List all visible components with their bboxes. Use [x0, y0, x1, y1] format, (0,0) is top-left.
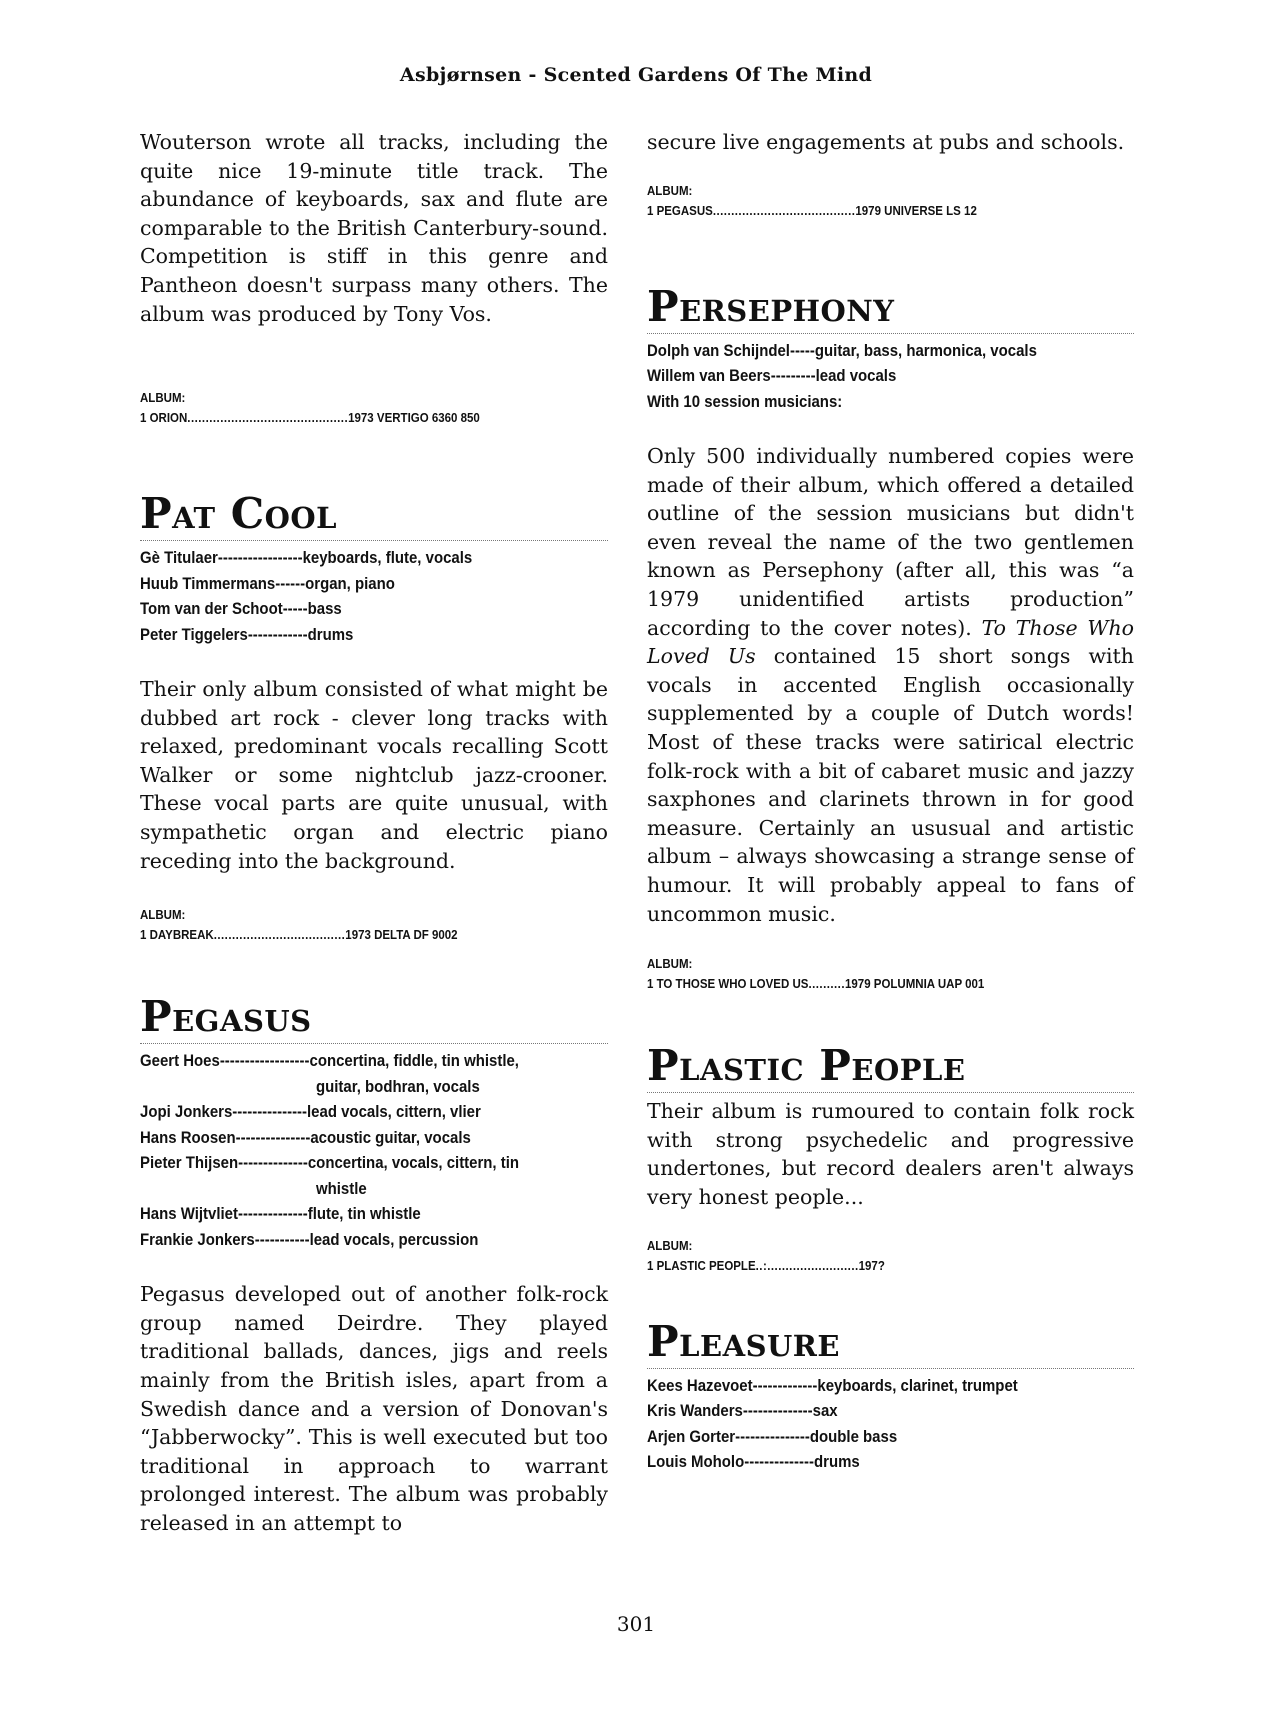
lineup — [140, 545, 552, 647]
album-release-info: 1979 POLUMNIA UAP 001 — [845, 977, 985, 992]
member-instruments: drums — [813, 1452, 860, 1472]
member-name: Hans Roosen — [140, 1127, 236, 1147]
member-instruments: lead vocals, cittern, vlier — [307, 1102, 481, 1122]
pegasus-album — [647, 181, 1095, 221]
album-label: ALBUM: — [140, 391, 186, 405]
pegasus-paragraph-part-1: Pegasus developed out of another folk-rock group named Deirdre. They played traditional ballads, dances, jigs and reels mainly from the British isles, apart from a Swedish dance and a version of Donovan's “Jabberwocky”. This is well executed but too traditional in approach to warrant prolonged interest. The album was probably released in an attempt to — [140, 1282, 608, 1535]
plastic-people-section — [647, 1041, 1134, 1093]
member-name: Frankie Jonkers — [140, 1229, 255, 1249]
lineup-row — [140, 1150, 552, 1176]
lineup-row — [140, 1125, 552, 1151]
member-instruments: lead vocals — [815, 366, 897, 386]
member-name: Tom van der Schoot — [140, 599, 283, 618]
persephony-album — [647, 954, 1095, 994]
member-name: Hans Wijtvliet — [140, 1204, 238, 1224]
album-leader-dots: ..:......................... — [755, 1258, 859, 1273]
album-leader-dots: .......... — [808, 977, 846, 992]
member-name: Huub Timmermans — [140, 573, 276, 593]
member-instruments: sax — [812, 1401, 838, 1421]
lineup-row — [647, 1424, 1076, 1450]
pegasus-section — [140, 992, 608, 1252]
lineup-continuation: whistle — [316, 1178, 367, 1198]
leader-dashes: ----------------- — [217, 548, 303, 567]
member-name: Jopi Jonkers — [140, 1102, 233, 1122]
pleasure-section — [647, 1316, 1134, 1475]
album-leader-dots: ............................................ — [187, 411, 349, 425]
lineup — [647, 1373, 1076, 1475]
member-name: Louis Moholo — [647, 1452, 745, 1472]
leader-dashes: --------------- — [232, 1102, 308, 1122]
leader-dashes: --------------- — [735, 1426, 810, 1446]
persephony-section — [647, 281, 1134, 415]
member-instruments: concertina, vocals, cittern, tin — [307, 1153, 520, 1173]
album-title-italic: To Those Who Loved Us — [647, 615, 1134, 669]
album-title: 1 PEGASUS — [647, 203, 713, 218]
lineup — [140, 1048, 552, 1252]
pegasus-paragraph-part-2: secure live engagements at pubs and schools. — [647, 130, 1125, 154]
pat-cool-album — [140, 905, 571, 945]
leader-dashes: ----- — [789, 340, 815, 360]
band-title: Pleasure — [647, 1316, 841, 1366]
lineup-row — [647, 363, 1076, 389]
album-label: ALBUM: — [140, 908, 186, 923]
leader-dashes: -------------- — [744, 1452, 814, 1472]
lineup-row — [140, 622, 552, 648]
leader-dashes: --------- — [770, 366, 816, 386]
persephony-paragraph — [647, 442, 1134, 928]
leader-dashes: ----- — [282, 599, 308, 618]
member-name: Peter Tiggelers — [140, 624, 248, 644]
persephony-text-body: contained 15 short songs with vocals in accented English occasionally supplemented by a couple of Dutch words! Most of these tracks were satirical electric folk-rock with a bit of cabaret music and jazzy saxphones and clarinets thrown in for good measure. Certainly an ususual and artistic album – always showcasing a strange sense of humour. It will probably appeal to fans of uncommon music. — [647, 644, 1134, 926]
pat-cool-section — [140, 489, 608, 647]
album-release-info: 1973 VERTIGO 6360 850 — [348, 411, 480, 425]
pat-cool-paragraph: Their only album consisted of what might be dubbed art rock - clever long tracks with relaxed, predominant vocals recalling Scott Walker or some nightclub jazz-crooner. These vocal parts are quite unusual, with sympathetic organ and electric piano receding into the background. — [140, 677, 608, 873]
member-instruments: organ, piano — [305, 573, 395, 593]
lineup-row — [647, 1373, 1076, 1399]
lineup-row — [140, 545, 552, 571]
lineup-row — [140, 1099, 552, 1125]
album-title: 1 TO THOSE WHO LOVED US — [647, 977, 809, 992]
member-name: Arjen Gorter — [647, 1426, 736, 1446]
leader-dashes: ------------------ — [219, 1051, 310, 1071]
pantheon-album — [140, 388, 571, 428]
band-title: Pat Cool — [140, 489, 338, 538]
album-label: ALBUM: — [647, 1238, 693, 1253]
album-release-info: 197? — [858, 1258, 885, 1273]
leader-dashes: ------------ — [247, 624, 308, 644]
member-instruments: guitar, bass, harmonica, vocals — [814, 340, 1037, 360]
lineup-row — [647, 1449, 1076, 1475]
plastic-people-paragraph: Their album is rumoured to contain folk rock with strong psychedelic and progressive undertones, but record dealers aren't always very honest people... — [647, 1099, 1134, 1209]
album-label: ALBUM: — [647, 183, 693, 198]
member-instruments: keyboards, clarinet, trumpet — [817, 1375, 1018, 1395]
leader-dashes: ------ — [275, 573, 306, 593]
lineup-row — [140, 571, 552, 597]
member-name: Willem van Beers — [647, 366, 771, 386]
member-instruments: concertina, fiddle, tin whistle, — [309, 1051, 519, 1071]
leader-dashes: --------------- — [235, 1127, 311, 1147]
member-instruments: bass — [307, 599, 342, 618]
right-column — [647, 128, 1134, 1475]
lineup — [647, 338, 1076, 415]
album-label: ALBUM: — [647, 957, 693, 972]
lineup-row — [647, 338, 1076, 364]
member-name: Kees Hazevoet — [647, 1375, 753, 1395]
lineup-row — [140, 1227, 552, 1253]
lineup-row — [140, 1201, 552, 1227]
album-leader-dots: .................................... — [213, 928, 346, 943]
leader-dashes: -------------- — [238, 1153, 308, 1173]
album-title: 1 ORION — [140, 411, 188, 425]
lineup-row — [140, 596, 552, 622]
member-name: Gè Titulaer — [140, 548, 218, 567]
member-name: Pieter Thijsen — [140, 1153, 239, 1173]
band-title: Plastic People — [647, 1041, 966, 1091]
member-instruments: drums — [307, 624, 354, 644]
member-instruments: keyboards, flute, vocals — [302, 548, 473, 567]
page-number: 301 — [616, 1612, 656, 1636]
band-title: Persephony — [647, 281, 895, 331]
leader-dashes: -------------- — [742, 1401, 813, 1421]
band-title: Pegasus — [140, 992, 312, 1042]
left-column — [140, 128, 608, 1538]
member-name: Geert Hoes — [140, 1051, 220, 1071]
album-title: 1 DAYBREAK — [140, 928, 214, 943]
pantheon-paragraph: Wouterson wrote all tracks, including the quite nice 19-minute title track. The abundance of keyboards, sax and flute are comparable to the British Canterbury-sound. Competition is stiff in this genre and Pantheon doesn't surpass many others. The album was produced by Tony Vos. — [140, 130, 608, 326]
lineup-row — [647, 1398, 1076, 1424]
member-name: Kris Wanders — [647, 1401, 743, 1421]
leader-dashes: -------------- — [237, 1204, 308, 1224]
running-header: Asbjørnsen - Scented Gardens Of The Mind — [399, 64, 873, 86]
lineup-row — [140, 1048, 552, 1074]
member-instruments: double bass — [809, 1426, 898, 1446]
member-instruments: flute, tin whistle — [307, 1204, 421, 1224]
plastic-people-album — [647, 1236, 1095, 1276]
persephony-text-intro: Only 500 individually numbered copies were made of their album, which offered a detailed outline of the session musicians but didn't even reveal the name of the two gentlemen known as Persephony (after all, this was “a 1979 unidentified artists production” according to the cover notes). — [647, 444, 1134, 640]
album-release-info: 1973 DELTA DF 9002 — [345, 928, 458, 943]
album-leader-dots: ....................................... — [712, 203, 856, 218]
lineup-continuation: guitar, bodhran, vocals — [316, 1076, 480, 1096]
session-musicians-note: With 10 session musicians: — [647, 391, 843, 411]
member-name: Dolph van Schijndel — [647, 340, 790, 360]
album-title: 1 PLASTIC PEOPLE — [647, 1258, 756, 1273]
member-instruments: lead vocals, percussion — [309, 1229, 479, 1249]
album-release-info: 1979 UNIVERSE LS 12 — [855, 203, 977, 218]
leader-dashes: ------------- — [752, 1375, 818, 1395]
member-instruments: acoustic guitar, vocals — [310, 1127, 471, 1147]
leader-dashes: ----------- — [254, 1229, 310, 1249]
